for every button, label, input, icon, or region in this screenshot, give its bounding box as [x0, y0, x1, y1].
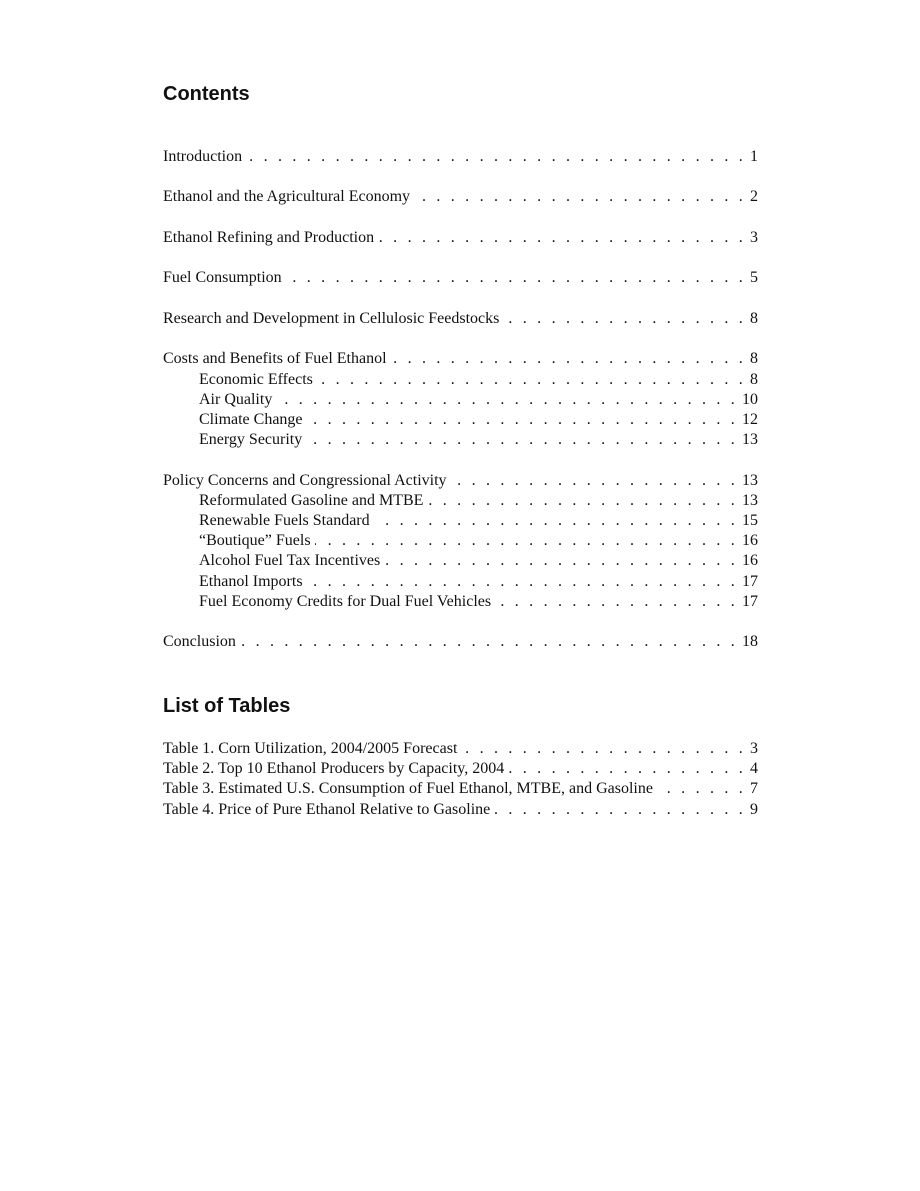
list-of-tables-heading: List of Tables	[163, 695, 291, 717]
toc-entry-title: Climate Change	[199, 410, 303, 428]
toc-entry-title: Air Quality	[199, 390, 273, 408]
toc-entry-economic-effects[interactable]	[163, 370, 758, 390]
toc-entry-agricultural-economy[interactable]	[163, 187, 758, 207]
toc-entry-title: Ethanol Refining and Production	[163, 228, 375, 246]
toc-entry-page: 13	[742, 491, 758, 509]
table-entry-page: 7	[750, 780, 758, 798]
toc-entry-renewable-fuels-standard[interactable]	[163, 511, 758, 531]
dot-leader	[451, 471, 738, 491]
toc-entry-page: 8	[750, 370, 758, 388]
table-entry-4[interactable]	[163, 800, 758, 820]
table-entry-title: Table 3. Estimated U.S. Consumption of Fuel Ethanol, MTBE, and Gasoline	[163, 780, 653, 798]
dot-leader	[307, 572, 738, 592]
dot-leader	[461, 739, 746, 759]
toc-entry-costs-benefits[interactable]	[163, 349, 758, 369]
toc-entry-title: Introduction	[163, 148, 243, 165]
toc-entry-title: Renewable Fuels Standard	[199, 512, 370, 530]
toc-entry-title: Ethanol Imports	[199, 572, 303, 590]
table-entry-page: 4	[750, 760, 758, 778]
dot-leader	[307, 410, 738, 430]
toc-entry-page: 10	[742, 390, 758, 408]
toc-entry-title: Fuel Economy Credits for Dual Fuel Vehicles	[199, 592, 492, 610]
toc-entry-page: 12	[742, 410, 758, 428]
toc-entry-page: 13	[742, 471, 758, 489]
toc-entry-policy-concerns[interactable]	[163, 471, 758, 491]
dot-leader	[286, 268, 746, 288]
dot-leader	[384, 551, 738, 571]
dot-leader	[414, 187, 746, 207]
toc-entry-page: 17	[742, 572, 758, 590]
toc-entry-cellulosic-feedstocks[interactable]	[163, 309, 758, 329]
table-entry-title: Table 2. Top 10 Ethanol Producers by Capacity, 2004	[163, 760, 505, 778]
table-entry-title: Table 1. Corn Utilization, 2004/2005 Forecast	[163, 740, 458, 757]
toc-entry-title: Fuel Consumption	[163, 269, 282, 287]
toc-entry-page: 5	[750, 269, 758, 287]
list-of-tables	[163, 739, 758, 820]
toc-entry-page: 8	[750, 309, 758, 327]
toc-entry-title: Conclusion	[163, 633, 236, 651]
dot-leader	[495, 592, 738, 612]
toc-entry-page: 1	[750, 148, 758, 165]
table-entry-page: 3	[750, 740, 758, 757]
toc-entry-page: 3	[750, 228, 758, 246]
toc-entry-reformulated-gasoline[interactable]	[163, 491, 758, 511]
toc-entry-title: Ethanol and the Agricultural Economy	[163, 188, 411, 206]
toc-entry-title: Reformulated Gasoline and MTBE	[199, 491, 424, 509]
toc-entry-fuel-economy-credits[interactable]	[163, 592, 758, 612]
toc-entry-conclusion[interactable]	[163, 632, 758, 652]
toc-entry-boutique-fuels[interactable]	[163, 531, 758, 551]
toc-entry-page: 13	[742, 431, 758, 449]
toc-entry-page: 15	[742, 512, 758, 530]
toc-entry-title: “Boutique” Fuels	[199, 532, 311, 550]
toc-entry-title: Economic Effects	[199, 370, 313, 388]
dot-leader	[657, 779, 746, 799]
dot-leader	[427, 491, 738, 511]
table-entry-2[interactable]	[163, 759, 758, 779]
table-entry-title: Table 4. Price of Pure Ethanol Relative to Gasoline	[163, 800, 491, 818]
toc-entry-climate-change[interactable]	[163, 410, 758, 430]
dot-leader	[240, 632, 738, 652]
contents-heading: Contents	[163, 83, 250, 105]
toc-entry-page: 2	[750, 188, 758, 206]
dot-leader	[374, 511, 738, 531]
dot-leader	[494, 800, 746, 820]
toc-entry-title: Research and Development in Cellulosic Feedstocks	[163, 309, 500, 327]
toc-entry-page: 8	[750, 350, 758, 368]
toc-entry-fuel-consumption[interactable]	[163, 268, 758, 288]
contents-list	[163, 147, 758, 652]
dot-leader	[378, 228, 746, 248]
dot-leader	[391, 349, 746, 369]
toc-entry-page: 16	[742, 532, 758, 550]
table-entry-page: 9	[750, 800, 758, 818]
toc-entry-air-quality[interactable]	[163, 390, 758, 410]
toc-entry-page: 16	[742, 552, 758, 570]
toc-entry-title: Costs and Benefits of Fuel Ethanol	[163, 350, 387, 368]
table-entry-1[interactable]	[163, 739, 758, 759]
toc-entry-refining-production[interactable]	[163, 228, 758, 248]
toc-entry-alcohol-fuel-tax[interactable]	[163, 551, 758, 571]
dot-leader	[276, 390, 738, 410]
toc-entry-title: Energy Security	[199, 431, 303, 449]
dot-leader	[306, 430, 738, 450]
toc-entry-title: Policy Concerns and Congressional Activity	[163, 471, 447, 489]
dot-leader	[246, 147, 746, 167]
toc-entry-ethanol-imports[interactable]	[163, 572, 758, 592]
toc-entry-introduction[interactable]	[163, 147, 758, 167]
toc-entry-page: 18	[742, 633, 758, 651]
dot-leader	[503, 309, 746, 329]
toc-entry-title: Alcohol Fuel Tax Incentives	[199, 552, 381, 570]
dot-leader	[317, 370, 746, 390]
toc-entry-page: 17	[742, 592, 758, 610]
dot-leader	[508, 759, 746, 779]
table-entry-3[interactable]	[163, 779, 758, 799]
dot-leader	[315, 531, 738, 551]
toc-entry-energy-security[interactable]	[163, 430, 758, 450]
